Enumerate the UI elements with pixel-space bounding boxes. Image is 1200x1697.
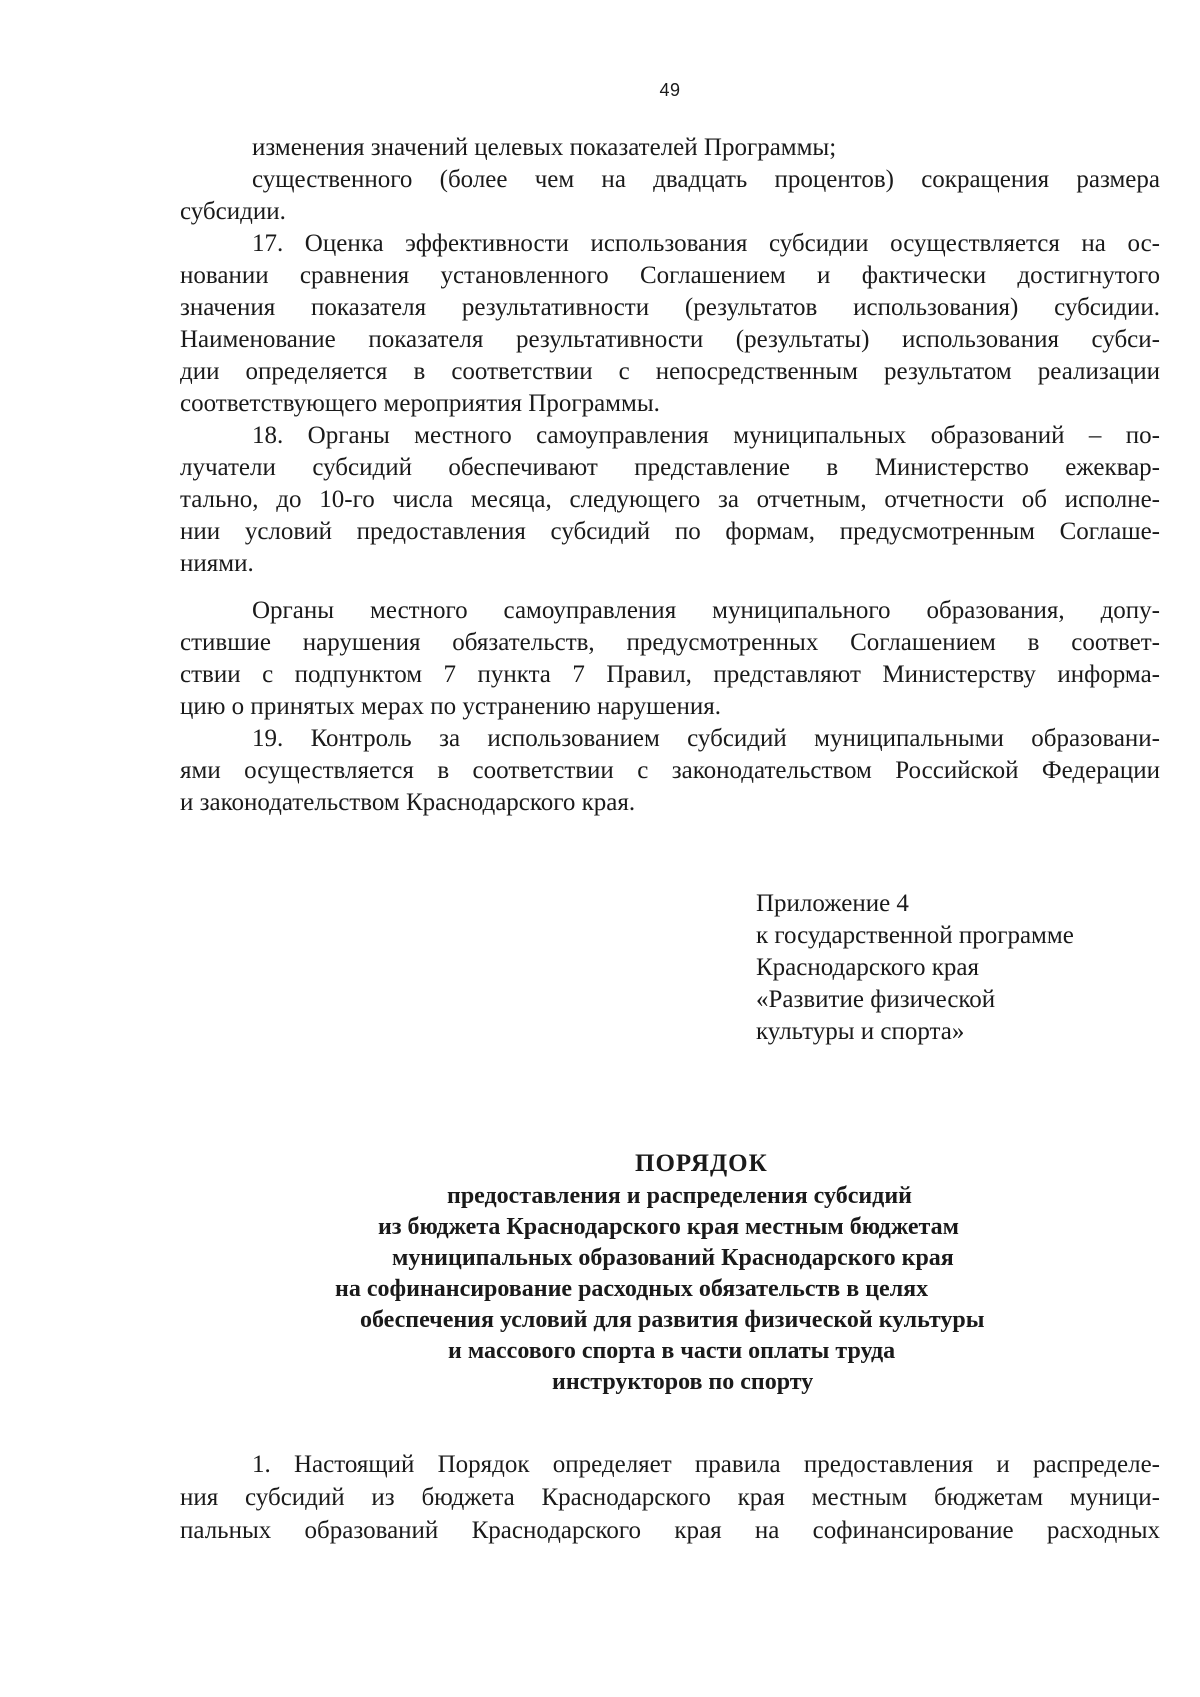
text-line: изменения значений целевых показателей Программы; <box>252 134 837 161</box>
text-line: ями осуществляется в соответствии с законодательством Российской Федерации <box>180 757 1160 784</box>
section-heading <box>160 1148 1200 1398</box>
text-line: Органы местного самоуправления муниципального образования, допу- <box>252 597 1160 624</box>
text-line: ния субсидий из бюджета Краснодарского края местным бюджетам муници- <box>180 1484 1160 1511</box>
text-line: 1. Настоящий Порядок определяет правила предоставления и распределе- <box>252 1451 1160 1478</box>
appendix-line: к государственной программе <box>756 922 1074 949</box>
text-line: новании сравнения установленного Соглашением и фактически достигнутого <box>180 262 1160 289</box>
text-line: Наименование показателя результативности (результаты) использования субси- <box>180 326 1160 353</box>
text-line: и законодательством Краснодарского края. <box>180 789 636 816</box>
text-line: соответствующего мероприятия Программы. <box>180 390 660 417</box>
heading-line: из бюджета Краснодарского края местным бюджетам <box>378 1214 959 1240</box>
text-line: 18. Органы местного самоуправления муниципальных образований – по- <box>252 422 1160 449</box>
page-number: 49 <box>659 80 681 100</box>
text-line: дии определяется в соответствии с непосредственным результатом реализации <box>180 358 1160 385</box>
appendix-line: Приложение 4 <box>756 890 909 917</box>
text-line: ниями. <box>180 550 254 577</box>
heading-line: предоставления и распределения субсидий <box>447 1183 912 1209</box>
text-line: субсидии. <box>180 198 286 225</box>
text-line: стившие нарушения обязательств, предусмотренных Соглашением в соответ- <box>180 629 1160 656</box>
document-body <box>180 132 1160 819</box>
appendix-line: Краснодарского края <box>756 954 979 981</box>
heading-title: ПОРЯДОК <box>635 1150 768 1177</box>
text-line: существенного (более чем на двадцать процентов) сокращения размера <box>252 166 1160 193</box>
text-line: ствии с подпунктом 7 пункта 7 Правил, представляют Министерству информа- <box>180 661 1160 688</box>
text-line: пальных образований Краснодарского края на софинансирование расходных <box>180 1517 1160 1544</box>
heading-line: муниципальных образований Краснодарского края <box>392 1245 954 1271</box>
heading-line: и массового спорта в части оплаты труда <box>448 1338 896 1364</box>
text-line: лучатели субсидий обеспечивают представление в Министерство ежеквар- <box>180 454 1160 481</box>
text-line: тально, до 10-го числа месяца, следующего за отчетным, отчетности об исполне- <box>180 486 1160 513</box>
closing-paragraph <box>180 1448 1160 1547</box>
appendix-note <box>756 888 1074 1048</box>
text-line: нии условий предоставления субсидий по формам, предусмотренным Соглаше- <box>180 518 1160 545</box>
text-line: цию о принятых мерах по устранению нарушения. <box>180 693 722 720</box>
heading-line: на софинансирование расходных обязательств в целях <box>335 1276 929 1302</box>
appendix-line: культуры и спорта» <box>756 1018 965 1045</box>
appendix-line: «Развитие физической <box>756 986 996 1013</box>
text-line: 17. Оценка эффективности использования субсидии осуществляется на ос- <box>252 230 1160 257</box>
text-line: 19. Контроль за использованием субсидий муниципальными образовани- <box>252 725 1160 752</box>
text-line: значения показателя результативности (результатов использования) субсидии. <box>180 294 1160 321</box>
heading-line: инструкторов по спорту <box>552 1369 814 1395</box>
heading-line: обеспечения условий для развития физической культуры <box>360 1307 985 1333</box>
